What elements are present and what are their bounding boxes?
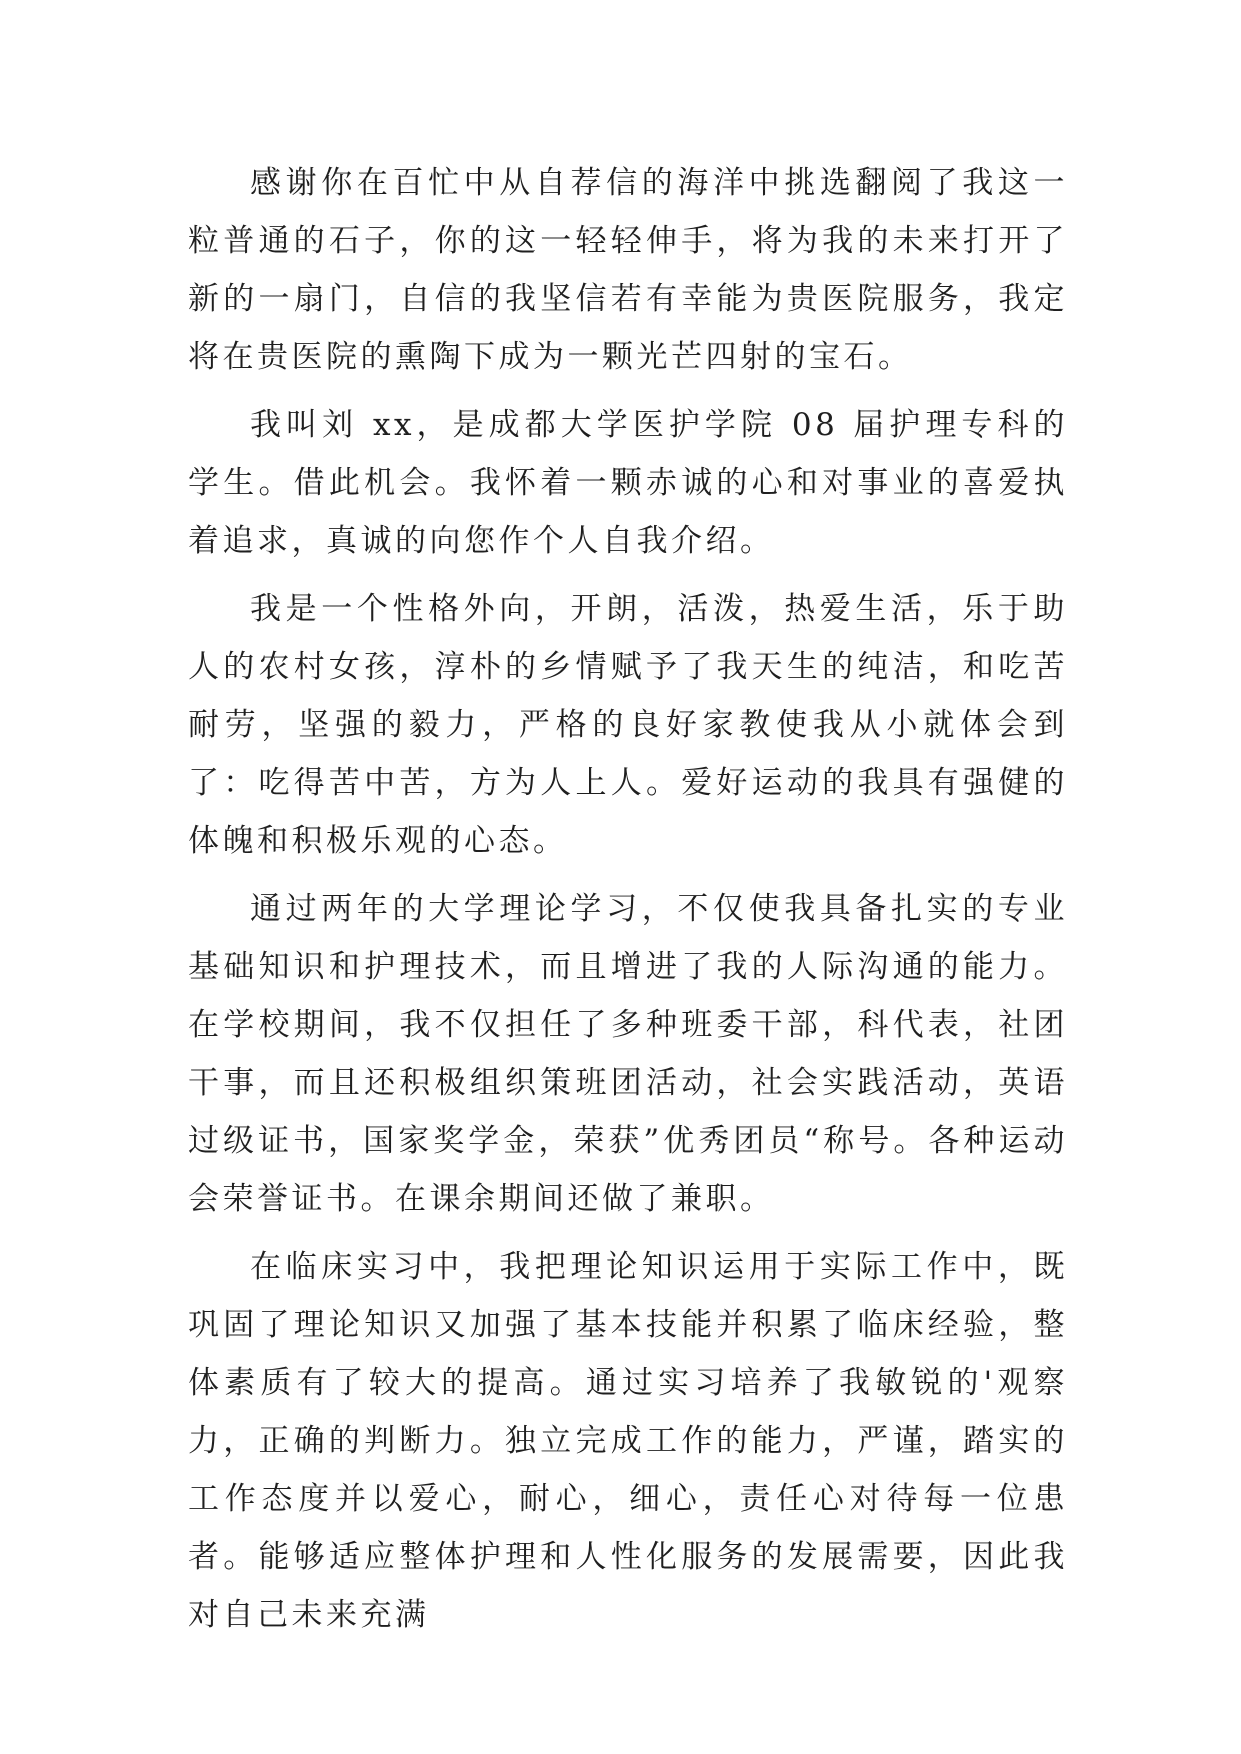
paragraph-1: 感谢你在百忙中从自荐信的海洋中挑选翻阅了我这一粒普通的石子，你的这一轻轻伸手，将为我的未来打开了新的一扇门，自信的我坚信若有幸能为贵医院服务，我定将在贵医院的熏陶下成为一颗光芒四射的宝石。 bbox=[188, 165, 1068, 375]
letter-body bbox=[188, 154, 1068, 1654]
paragraph-4: 通过两年的大学理论学习，不仅使我具备扎实的专业基础知识和护理技术，而且增进了我的人际沟通的能力。在学校期间，我不仅担任了多种班委干部，科代表，社团干事，而且还积极组织策班团活动，社会实践活动，英语过级证书，国家奖学金，荣获”优秀团员“称号。各种运动会荣誉证书。在课余期间还做了兼职。 bbox=[188, 891, 1068, 1217]
paragraph-5: 在临床实习中，我把理论知识运用于实际工作中，既巩固了理论知识又加强了基本技能并积累了临床经验，整体素质有了较大的提高。通过实习培养了我敏锐的'观察力，正确的判断力。独立完成工作的能力，严谨，踏实的工作态度并以爱心，耐心，细心，责任心对待每一位患者。能够适应整体护理和人性化服务的发展需要，因此我对自己未来充满 bbox=[188, 1249, 1068, 1633]
paragraph-2: 我叫刘 xx，是成都大学医护学院 08 届护理专科的学生。借此机会。我怀着一颗赤诚的心和对事业的喜爱执着追求，真诚的向您作个人自我介绍。 bbox=[188, 407, 1068, 559]
paragraph-3: 我是一个性格外向，开朗，活泼，热爱生活，乐于助人的农村女孩，淳朴的乡情赋予了我天生的纯洁，和吃苦耐劳，坚强的毅力，严格的良好家教使我从小就体会到了：吃得苦中苦，方为人上人。爱好运动的我具有强健的体魄和积极乐观的心态。 bbox=[188, 591, 1068, 859]
